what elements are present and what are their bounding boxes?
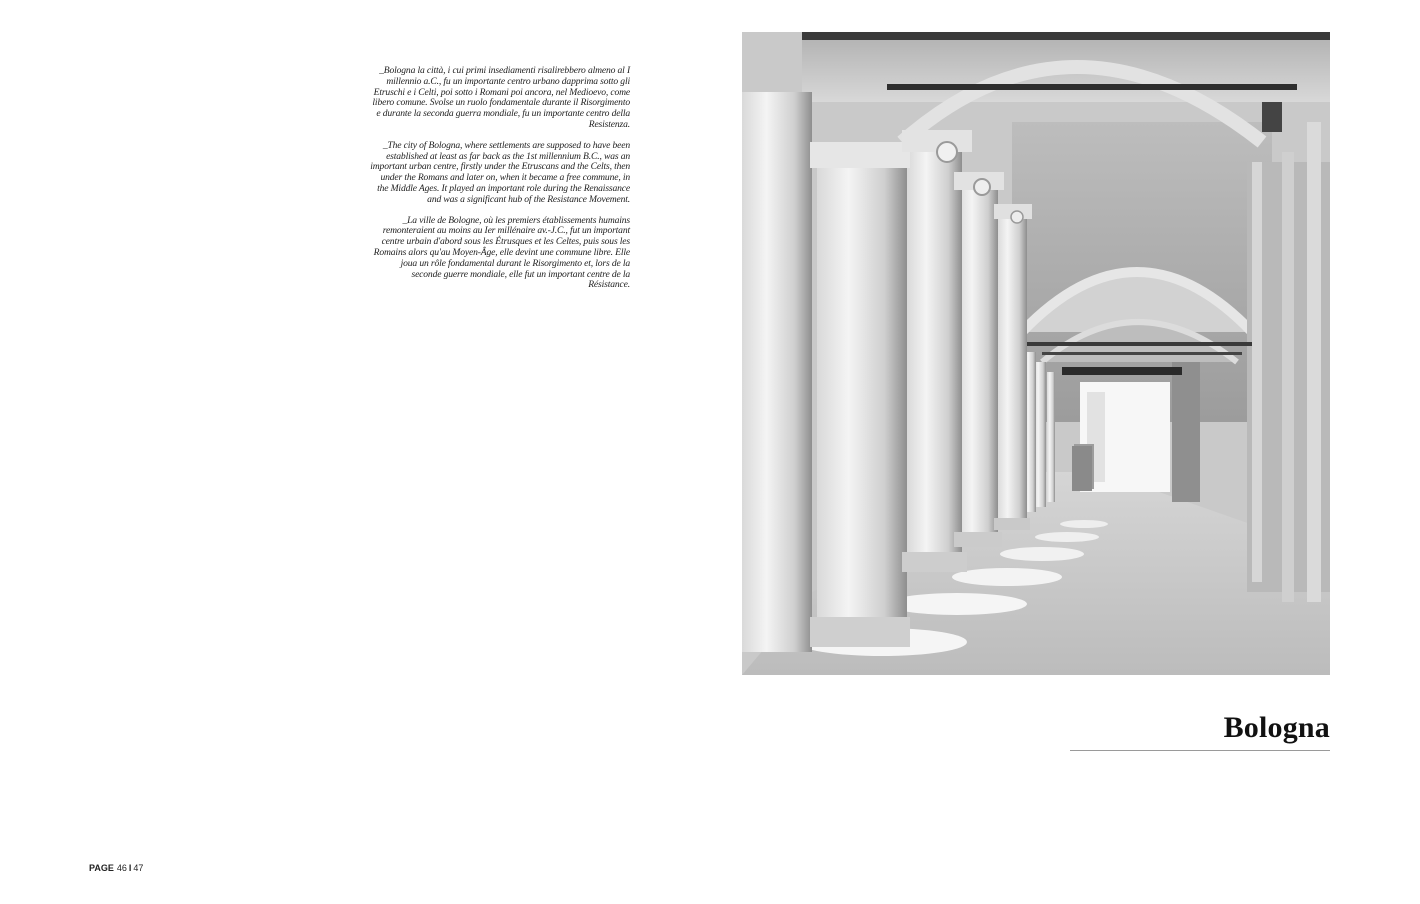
title-underline	[1070, 750, 1330, 751]
paragraph-italian: _Bologna la città, i cui primi insediamenti risalirebbero almeno al I millennio a.C., fu un importante centro urbano dapprima sotto gli Etruschi e i Celti, poi sotto i Romani poi ancora, nel Medioevo, come libero comune. Svolse un ruolo fondamentale durante il Risorgimento e durante la seconda guerra mondiale, fu un importante centro della Resistenza.	[372, 65, 630, 130]
portico-photo	[742, 32, 1330, 675]
corridor-bin	[1072, 446, 1092, 491]
folio-separator: I	[128, 863, 132, 873]
paragraph-english: _The city of Bologna, where settlements are supposed to have been established at least as far back as the 1st millennium B.C., was an important urban centre, firstly under the Etruscans and the Celts, then under the Romans and later on, when it became a free commune, in the Middle Ages. It played an important role during the Renaissance and was a significant hub of the Resistance Movement.	[370, 139, 630, 205]
folio-right-page: 47	[133, 863, 144, 873]
paragraph-french: _La ville de Bologne, où les premiers établissements humains remonteraient au moins au Ier millénaire av.-J.C., fut un important centre urbain d'abord sous les Étrusques et les Celtes, puis sous les Romains alors qu'au Moyen-Âge, elle devint une commune libre. Elle joua un rôle fondamental durant le Risorgimento et, lors de la seconde guerre mondiale, elle fut un important centre de la Résistance.	[373, 214, 630, 291]
intro-text-block	[370, 66, 630, 301]
folio-left-page: 46	[116, 863, 127, 873]
page-title: Bologna	[1223, 711, 1330, 744]
page-folio	[89, 863, 143, 874]
folio-label: PAGE	[89, 863, 114, 873]
